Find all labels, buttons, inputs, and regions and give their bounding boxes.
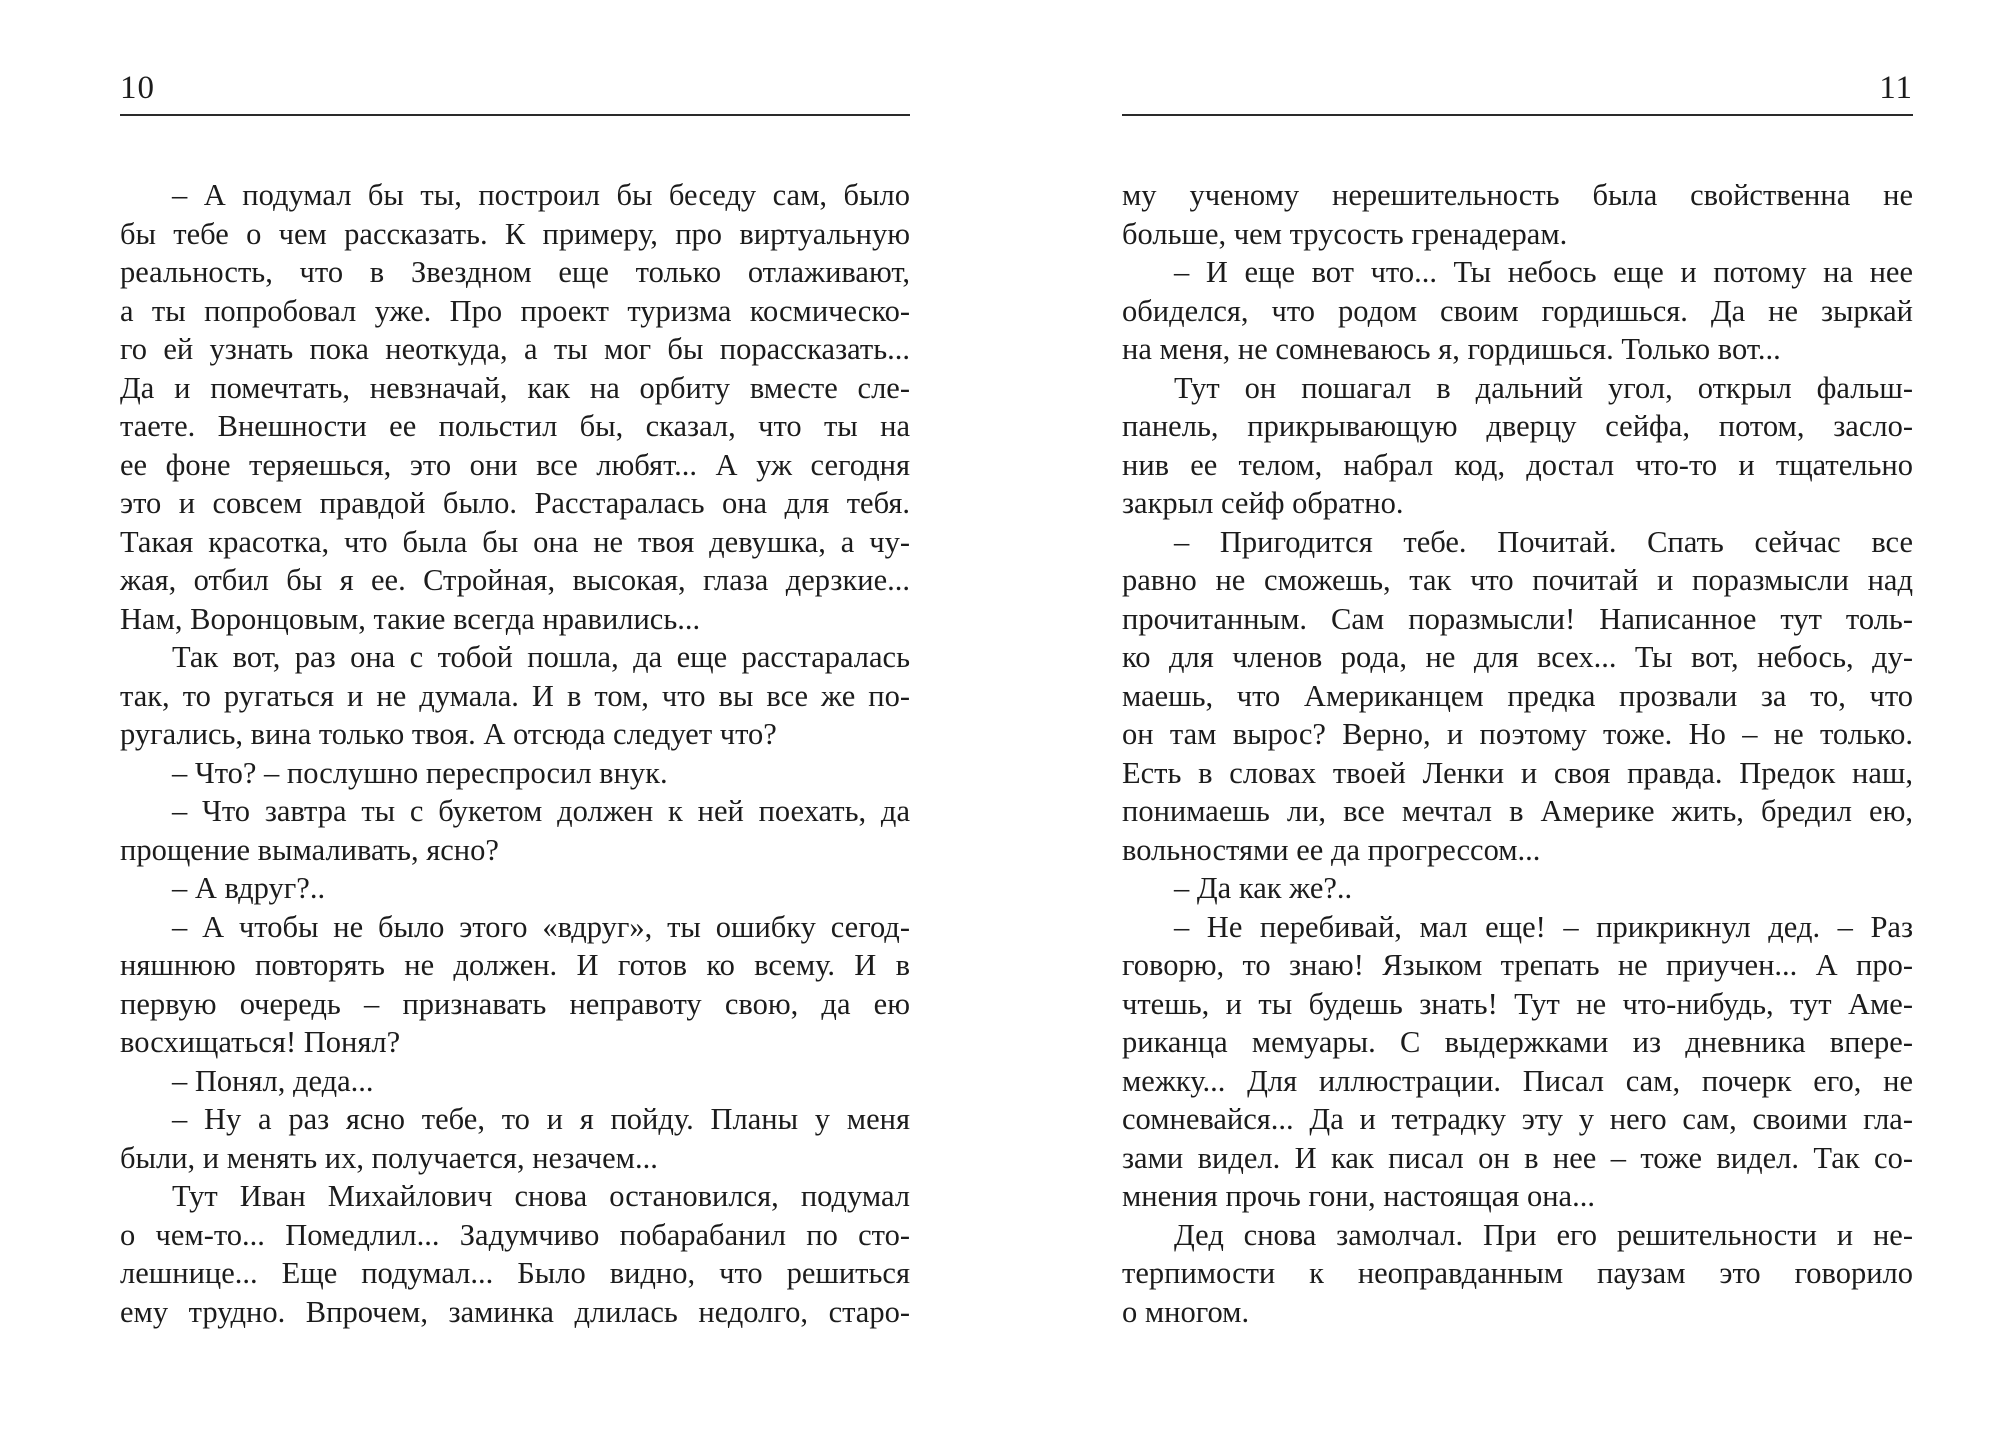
text-line: закрыл сейф обратно. <box>1122 486 1404 520</box>
text-line: первую очередь – признавать неправоту свою, да ею <box>120 986 910 1021</box>
text-line: о многом. <box>1122 1294 1250 1329</box>
text-line: – Понял, деда... <box>172 1063 374 1098</box>
text-line: больше, чем трусость гренадерам. <box>1122 216 1568 251</box>
text-line: Тут он пошагал в дальний угол, открыл фальш- <box>1174 370 1913 405</box>
text-line: ему трудно. Впрочем, заминка длилась недолго, старо- <box>120 1294 910 1329</box>
text-line: – Да как же?.. <box>1174 871 1353 905</box>
text-line: о чем-то... Помедлил... Задумчиво побарабанил по сто- <box>120 1217 910 1252</box>
text-line: говорю, то знаю! Языком трепать не приучен... А про- <box>1122 948 1913 982</box>
text-line: му ученому нерешительность была свойственна не <box>1122 178 1913 212</box>
text-line: – Ну а раз ясно тебе, то и я пойду. Планы у меня <box>172 1102 910 1136</box>
text-line: няшнюю повторять не должен. И готов ко всему. И в <box>120 948 910 982</box>
text-line: – А подумал бы ты, построил бы беседу сам, было <box>172 178 910 212</box>
page-text <box>1122 176 1913 1331</box>
text-line: Нам, Воронцовым, такие всегда нравились... <box>120 601 701 636</box>
text-line: Есть в словах твоей Ленки и своя правда. Предок наш, <box>1122 755 1913 790</box>
header-rule <box>120 114 910 116</box>
text-line: ко для членов рода, не для всех... Ты вот, небось, ду- <box>1122 640 1913 674</box>
text-line: – Что завтра ты с букетом должен к ней поехать, да <box>172 794 910 828</box>
text-line: вольностями ее да прогрессом... <box>1122 832 1541 867</box>
page-number: 11 <box>1879 70 1913 106</box>
text-line: межку... Для иллюстрации. Писал сам, почерк его, не <box>1122 1063 1913 1098</box>
text-line: го ей узнать пока неоткуда, а ты мог бы порассказать... <box>120 332 910 366</box>
text-line: – А чтобы не было этого «вдруг», ты ошибку сегод- <box>172 909 910 944</box>
text-line: панель, прикрывающую дверцу сейфа, потом, засло- <box>1122 409 1913 443</box>
text-line: восхищаться! Понял? <box>120 1025 401 1059</box>
text-line: ее фоне теряешься, это они все любят... А уж сегодня <box>120 447 910 482</box>
text-line: он там вырос? Верно, и поэтому тоже. Но – не только. <box>1122 717 1913 751</box>
text-line: мнения прочь гони, настоящая она... <box>1122 1179 1595 1213</box>
text-line: – И еще вот что... Ты небось еще и потому на нее <box>1174 255 1913 289</box>
text-line: Так вот, раз она с тобой пошла, да еще расстаралась <box>172 640 910 674</box>
text-line: бы тебе о чем рассказать. К примеру, про виртуальную <box>120 216 910 251</box>
text-line: обиделся, что родом своим гордишься. Да не зыркай <box>1122 293 1913 328</box>
text-line: сомневайся... Да и тетрадку эту у него сам, своими гла- <box>1122 1102 1913 1136</box>
text-line: Да и помечтать, невзначай, как на орбиту вместе сле- <box>120 370 910 405</box>
text-line: таете. Внешности ее польстил бы, сказал, что ты на <box>120 409 910 443</box>
text-line: равно не сможешь, так что почитай и поразмысли над <box>1122 563 1913 597</box>
text-line: нив ее телом, набрал код, достал что-то и тщательно <box>1122 447 1913 482</box>
left-page <box>120 0 910 1449</box>
text-line: так, то ругаться и не думала. И в том, что вы все же по- <box>120 678 910 713</box>
text-line: терпимости к неоправданным паузам это говорило <box>1122 1256 1913 1290</box>
text-line: зами видел. И как писал он в нее – тоже видел. Так со- <box>1122 1140 1913 1175</box>
text-line: жая, отбил бы я ее. Стройная, высокая, глаза дерзкие... <box>120 563 910 597</box>
text-line: – Что? – послушно переспросил внук. <box>172 755 668 790</box>
text-line: маешь, что Американцем предка прозвали за то, что <box>1122 678 1913 713</box>
text-line: были, и менять их, получается, незачем... <box>120 1140 658 1175</box>
text-line: чтешь, и ты будешь знать! Тут не что-нибудь, тут Аме- <box>1122 986 1913 1021</box>
text-line: понимаешь ли, все мечтал в Америке жить, бредил ею, <box>1122 794 1913 828</box>
text-line: – А вдруг?.. <box>172 871 326 905</box>
text-line: на меня, не сомневаюсь я, гордишься. Только вот... <box>1122 332 1781 366</box>
header-rule <box>1122 114 1913 116</box>
text-line: а ты попробовал уже. Про проект туризма космическо- <box>120 293 910 328</box>
text-line: риканца мемуары. С выдержками из дневника впере- <box>1122 1025 1913 1059</box>
text-line: реальность, что в Звездном еще только отлаживают, <box>120 255 910 289</box>
text-line: ругались, вина только твоя. А отсюда следует что? <box>120 717 777 751</box>
text-line: Тут Иван Михайлович снова остановился, подумал <box>172 1179 910 1213</box>
text-line: Такая красотка, что была бы она не твоя девушка, а чу- <box>120 524 910 559</box>
text-line: – Не перебивай, мал еще! – прикрикнул дед. – Раз <box>1174 909 1913 944</box>
text-line: Дед снова замолчал. При его решительности и не- <box>1174 1217 1913 1252</box>
page-text <box>120 176 910 1331</box>
text-line: прочитанным. Сам поразмысли! Написанное тут толь- <box>1122 601 1913 636</box>
text-line: – Пригодится тебе. Почитай. Спать сейчас все <box>1174 524 1913 559</box>
right-page <box>1122 0 1913 1449</box>
page-number: 10 <box>120 70 155 106</box>
text-line: прощение вымаливать, ясно? <box>120 832 499 867</box>
text-line: это и совсем правдой было. Расстаралась она для тебя. <box>120 486 910 520</box>
text-line: лешнице... Еще подумал... Было видно, что решиться <box>120 1256 910 1290</box>
